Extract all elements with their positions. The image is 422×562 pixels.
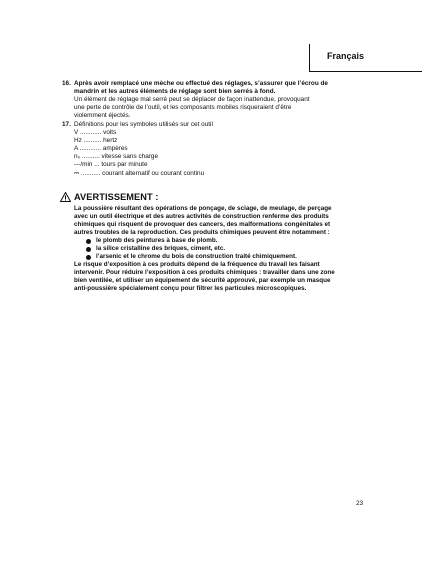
warning-line: bien ventilée, et utiliser un équipement de sécurité approuvé, par exemple un masque: [74, 277, 331, 284]
bullet-dot-icon: [86, 255, 91, 260]
warning-heading: [60, 191, 159, 203]
item-17: [62, 121, 372, 178]
symbol-definition: A ............ ampères: [74, 145, 128, 153]
bullet-text: l’arsenic et le chrome du bois de construction traité chimiquement.: [96, 253, 297, 260]
language-tab: [309, 44, 422, 72]
warning-line: anti-poussière spécialement conçu pour filtrer les particules microscopiques.: [74, 285, 307, 292]
warning-line: Le risque d’exposition à ces produits dépend de la fréquence du travail les faisant: [74, 261, 320, 268]
bullet-dot-icon: [86, 239, 91, 244]
bullet-dot-icon: [86, 247, 91, 252]
warning-line: La poussière résultant des opérations de ponçage, de sciage, de meulage, de perçage: [74, 205, 332, 212]
symbol-definition: Hz .......... hertz: [74, 137, 118, 145]
bullet-item: [86, 237, 370, 245]
item-17-text: [74, 121, 372, 178]
item-17-intro: Définitions pour les symboles utilisés sur cet outil: [74, 121, 213, 128]
bullet-item: [86, 253, 370, 261]
page-number: 23: [356, 500, 364, 507]
item-16-number: 16.: [62, 80, 71, 87]
warning-line: avec un outil électrique et des autres activités de construction renferme des produits: [74, 213, 329, 220]
symbol-definition: n₀ .......... vitesse sans charge: [74, 153, 158, 161]
warning-line: chimiques qui risquent de provoquer des cancers, des malformations congénitales et: [74, 221, 331, 228]
item-16-bold-line: Après avoir remplacé une mèche ou effectué des réglages, s’assurer que l’écrou de: [74, 80, 328, 87]
symbol-definition: ---/min ... tours par minute: [74, 161, 148, 169]
warning-line: intervenir. Pour réduire l’exposition à ces produits chimiques : travailler dans une zone: [74, 269, 335, 276]
tab-left-border: [309, 44, 310, 72]
item-16-text: [74, 80, 372, 120]
item-16-line: violemment éjectés.: [74, 112, 131, 120]
warning-title: AVERTISSEMENT :: [74, 192, 159, 202]
warning-line: autres troubles de la reproduction. Ces produits chimiques peuvent être notamment :: [74, 229, 330, 236]
tab-bottom-border: [309, 71, 422, 72]
bullet-text: la silice cristalline des briques, ciment, etc.: [96, 245, 226, 252]
item-16-bold-line: mandrin et les autres éléments de réglage sont bien serrés à fond.: [74, 88, 276, 96]
item-16-line: une perte de contrôle de l’outil, et les composants mobiles risqueraient d’être: [74, 104, 292, 112]
bullet-item: [86, 245, 370, 253]
item-17-number: 17.: [62, 121, 71, 128]
item-16-line: Un élément de réglage mal serré peut se déplacer de façon inattendue, provoquant: [74, 96, 310, 104]
language-label: Français: [327, 51, 365, 61]
symbol-definition: ⎓ ........... courant alternatif ou courant continu: [74, 169, 205, 177]
item-16: [62, 80, 372, 120]
bullet-text: le plomb des peintures à base de plomb.: [96, 237, 218, 244]
symbol-definition: V ............ volts: [74, 129, 117, 137]
warning-triangle-icon: [60, 192, 71, 202]
warning-body: [74, 205, 370, 293]
